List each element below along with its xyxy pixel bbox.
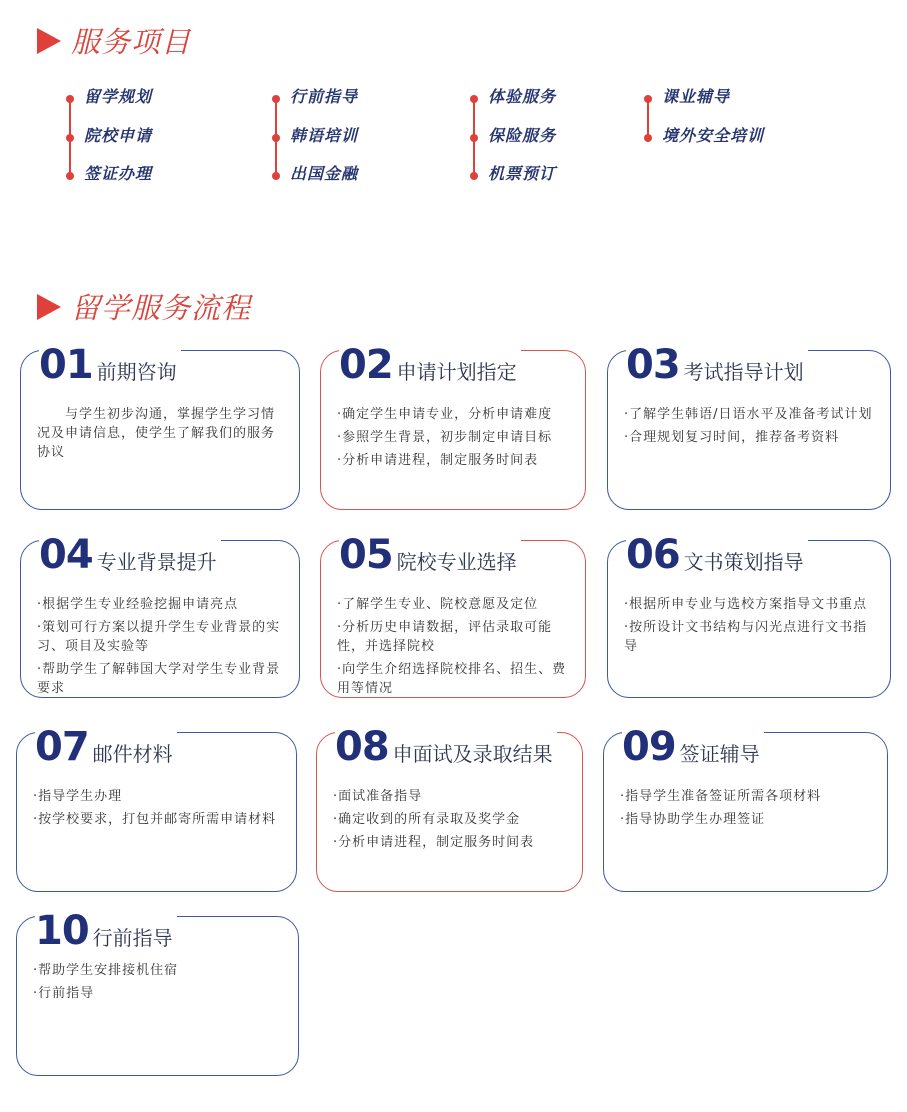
process-card <box>16 724 297 892</box>
step-title: 申面试及录取结果 <box>392 742 553 766</box>
card-text: ·策划可行方案以提升学生专业背景的实习、项目及实验等 <box>37 620 281 654</box>
card-body <box>620 787 873 833</box>
step-number: 09 <box>622 724 676 770</box>
card-body <box>33 961 284 1007</box>
card-header <box>35 725 177 769</box>
process-card <box>607 532 891 698</box>
service-item <box>66 163 152 202</box>
step-title: 申请计划指定 <box>396 360 517 384</box>
card-text: ·根据学生专业经验挖掘申请亮点 <box>37 597 239 612</box>
card-header <box>626 533 808 577</box>
card-text: ·指导协助学生办理签证 <box>620 812 766 827</box>
service-item <box>470 163 556 202</box>
card-body <box>333 787 568 856</box>
card-text: ·确定收到的所有录取及奖学金 <box>333 812 521 827</box>
card-text: ·指导学生办理 <box>33 789 123 804</box>
step-number: 07 <box>35 724 89 770</box>
bullet-dot-icon <box>66 172 74 180</box>
bullet-dot-icon <box>470 134 478 142</box>
section-title: 留学服务流程 <box>71 291 252 325</box>
card-text: ·向学生介绍选择院校排名、招生、费用等情况 <box>337 662 567 696</box>
services-column-2 <box>272 86 358 202</box>
bullet-dot-icon <box>470 95 478 103</box>
card-text: ·参照学生背景，初步制定申请目标 <box>337 430 553 445</box>
bullet-dot-icon <box>272 95 280 103</box>
bullet-dot-icon <box>272 134 280 142</box>
card-body <box>37 405 285 466</box>
service-label: 境外安全培训 <box>662 125 765 145</box>
card-header <box>39 533 221 577</box>
services-column-3 <box>470 86 556 202</box>
service-label: 保险服务 <box>488 125 557 145</box>
triangle-bullet-icon <box>37 28 61 54</box>
step-title: 前期咨询 <box>96 360 177 384</box>
bullet-dot-icon <box>644 134 652 142</box>
service-item <box>272 86 358 125</box>
card-text: ·合理规划复习时间，推荐备考资料 <box>624 430 840 445</box>
bullet-dot-icon <box>644 95 652 103</box>
process-section-header <box>37 286 251 327</box>
step-title: 签证辅导 <box>679 742 760 766</box>
services-section-header <box>37 20 191 61</box>
service-item <box>470 125 556 164</box>
card-header <box>39 343 181 387</box>
step-title: 文书策划指导 <box>683 550 804 574</box>
bullet-dot-icon <box>272 172 280 180</box>
step-number: 04 <box>39 532 93 578</box>
card-text: ·分析历史申请数据，评估录取可能性，并选择院校 <box>337 620 553 654</box>
service-label: 签证办理 <box>84 164 153 183</box>
bullet-dot-icon <box>66 134 74 142</box>
service-label: 院校申请 <box>84 125 153 145</box>
card-header <box>622 725 764 769</box>
card-text: ·分析申请进程，制定服务时间表 <box>333 835 535 850</box>
step-number: 10 <box>35 908 89 954</box>
step-number: 01 <box>39 342 93 388</box>
card-text: ·根据所申专业与选校方案指导文书重点 <box>624 597 868 612</box>
service-item <box>272 163 358 202</box>
card-text: ·指导学生准备签证所需各项材料 <box>620 789 822 804</box>
service-label: 出国金融 <box>290 164 359 183</box>
card-header <box>35 909 177 953</box>
step-title: 考试指导计划 <box>683 360 804 384</box>
service-item <box>66 86 152 125</box>
triangle-bullet-icon <box>37 294 61 320</box>
step-title: 专业背景提升 <box>96 550 217 574</box>
card-body <box>624 405 876 451</box>
process-card <box>320 532 586 698</box>
step-title: 邮件材料 <box>92 742 173 766</box>
card-body <box>337 595 571 702</box>
card-header <box>335 725 557 769</box>
card-header <box>339 343 521 387</box>
bullet-dot-icon <box>470 172 478 180</box>
card-text: ·分析申请进程，制定服务时间表 <box>337 453 539 468</box>
step-number: 08 <box>335 724 389 770</box>
card-text: ·面试准备指导 <box>333 789 423 804</box>
section-title: 服务项目 <box>71 25 192 59</box>
card-body <box>337 405 571 474</box>
card-text: ·帮助学生安排接机住宿 <box>33 963 179 978</box>
service-label: 机票预订 <box>488 164 557 183</box>
service-item <box>644 125 764 164</box>
step-number: 05 <box>339 532 393 578</box>
step-title: 院校专业选择 <box>396 550 517 574</box>
service-label: 体验服务 <box>488 87 557 106</box>
step-number: 06 <box>626 532 680 578</box>
service-item <box>272 125 358 164</box>
service-item <box>470 86 556 125</box>
service-item <box>644 86 764 125</box>
card-text: ·按所设计文书结构与闪光点进行文书指导 <box>624 620 868 654</box>
card-text: ·了解学生专业、院校意愿及定位 <box>337 597 539 612</box>
process-card <box>607 342 891 510</box>
card-body <box>37 595 285 702</box>
card-text: ·帮助学生了解韩国大学对学生专业背景要求 <box>37 662 281 696</box>
card-body <box>624 595 876 660</box>
process-card <box>316 724 583 892</box>
card-text: 与学生初步沟通，掌握学生学习情况及申请信息，使学生了解我们的服务协议 <box>37 407 276 460</box>
service-label: 行前指导 <box>290 87 359 106</box>
process-card <box>20 342 300 510</box>
step-title: 行前指导 <box>92 926 173 950</box>
card-header <box>626 343 808 387</box>
card-header <box>339 533 521 577</box>
process-card <box>20 532 300 698</box>
process-card <box>603 724 888 892</box>
card-body <box>33 787 282 833</box>
bullet-dot-icon <box>66 95 74 103</box>
services-column-4 <box>644 86 764 163</box>
step-number: 02 <box>339 342 393 388</box>
card-text: ·确定学生申请专业，分析申请难度 <box>337 407 553 422</box>
services-column-1 <box>66 86 152 202</box>
process-card <box>320 342 586 510</box>
card-text: ·按学校要求，打包并邮寄所需申请材料 <box>33 812 277 827</box>
service-label: 韩语培训 <box>290 125 359 145</box>
card-text: ·行前指导 <box>33 986 95 1001</box>
service-label: 留学规划 <box>84 87 153 106</box>
step-number: 03 <box>626 342 680 388</box>
service-item <box>66 125 152 164</box>
process-card <box>16 908 299 1076</box>
card-text: ·了解学生韩语/日语水平及准备考试计划 <box>624 407 873 422</box>
service-label: 课业辅导 <box>662 87 731 106</box>
